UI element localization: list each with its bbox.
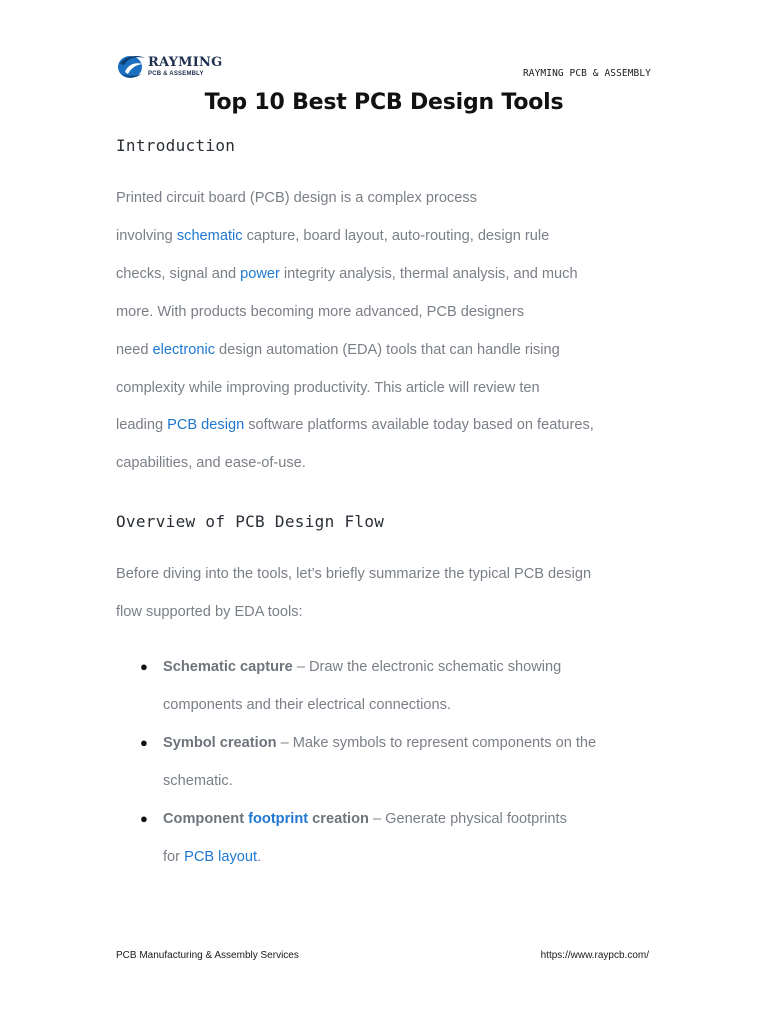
item-term: Component <box>163 811 249 827</box>
text-line <box>116 445 656 483</box>
bullet-icon: ● <box>140 735 148 750</box>
text-line <box>116 556 656 594</box>
text-line <box>116 256 656 294</box>
electronic-link[interactable]: electronic <box>152 341 215 358</box>
text-span: involving <box>116 227 177 244</box>
footer-url-link[interactable]: https://www.raypcb.com/ <box>540 950 649 961</box>
design-flow-list <box>116 648 656 876</box>
list-item <box>116 648 656 724</box>
text-span: capture, board layout, auto-routing, design rule <box>242 227 550 244</box>
item-description: – Make symbols to represent components on the <box>276 735 597 751</box>
intro-paragraph <box>116 180 656 483</box>
text-line <box>163 724 656 762</box>
text-line <box>116 294 656 332</box>
text-line <box>116 370 656 408</box>
text-span: need <box>116 341 153 358</box>
page-title: Top 10 Best PCB Design Tools <box>204 90 564 115</box>
list-item <box>116 800 656 876</box>
text-span: more. With products becoming more advanced, PCB designers <box>116 303 525 320</box>
bullet-icon: ● <box>140 659 148 674</box>
item-description: schematic. <box>163 773 233 789</box>
footprint-link[interactable]: footprint <box>248 811 309 827</box>
bullet-icon: ● <box>140 811 148 826</box>
pcb-layout-link[interactable]: PCB layout <box>184 849 258 865</box>
list-item <box>116 724 656 800</box>
item-term: Symbol creation <box>163 735 277 751</box>
overview-paragraph <box>116 556 656 632</box>
text-line <box>116 332 656 370</box>
item-description: – Generate physical footprints <box>368 811 567 827</box>
text-span: capabilities, and ease-of-use. <box>116 455 306 472</box>
rayming-logo <box>116 52 222 80</box>
rayming-swirl-logo-icon <box>116 52 146 80</box>
text-line <box>163 686 656 724</box>
pcb-design-link[interactable]: PCB design <box>167 417 245 434</box>
item-description: . <box>257 849 262 865</box>
text-line <box>163 800 656 838</box>
text-span: flow supported by EDA tools: <box>116 603 303 620</box>
intro-heading: Introduction <box>116 136 236 155</box>
item-term: Schematic capture <box>163 659 293 675</box>
footer-services: PCB Manufacturing & Assembly Services <box>116 950 299 961</box>
text-line <box>163 648 656 686</box>
text-line <box>116 218 656 256</box>
text-span: complexity while improving productivity. This article will review ten <box>116 379 540 396</box>
text-line <box>163 762 656 800</box>
text-span: software platforms available today based on features, <box>244 417 594 434</box>
text-span: leading <box>116 417 168 434</box>
text-line <box>116 180 656 218</box>
overview-heading: Overview of PCB Design Flow <box>116 512 385 531</box>
header-company-name: RAYMING PCB & ASSEMBLY <box>522 68 651 79</box>
item-description: components and their electrical connections. <box>163 697 451 713</box>
text-span: integrity analysis, thermal analysis, and much <box>279 265 578 282</box>
item-term: creation <box>308 811 369 827</box>
item-description: – Draw the electronic schematic showing <box>292 659 562 675</box>
item-description: for <box>163 849 185 865</box>
schematic-link[interactable]: schematic <box>176 227 243 244</box>
logo-wordmark <box>148 56 222 77</box>
text-span: design automation (EDA) tools that can handle rising <box>215 341 560 358</box>
logo-name: RAYMING <box>148 54 223 70</box>
text-span: checks, signal and <box>116 265 241 282</box>
text-line <box>116 594 656 632</box>
text-span: Before diving into the tools, let’s briefly summarize the typical PCB design <box>116 566 592 582</box>
text-span: Printed circuit board (PCB) design is a complex process <box>116 190 477 206</box>
text-line <box>116 407 656 445</box>
logo-subtitle: PCB & ASSEMBLY <box>148 70 204 77</box>
text-line <box>163 838 656 876</box>
power-link[interactable]: power <box>240 265 280 282</box>
